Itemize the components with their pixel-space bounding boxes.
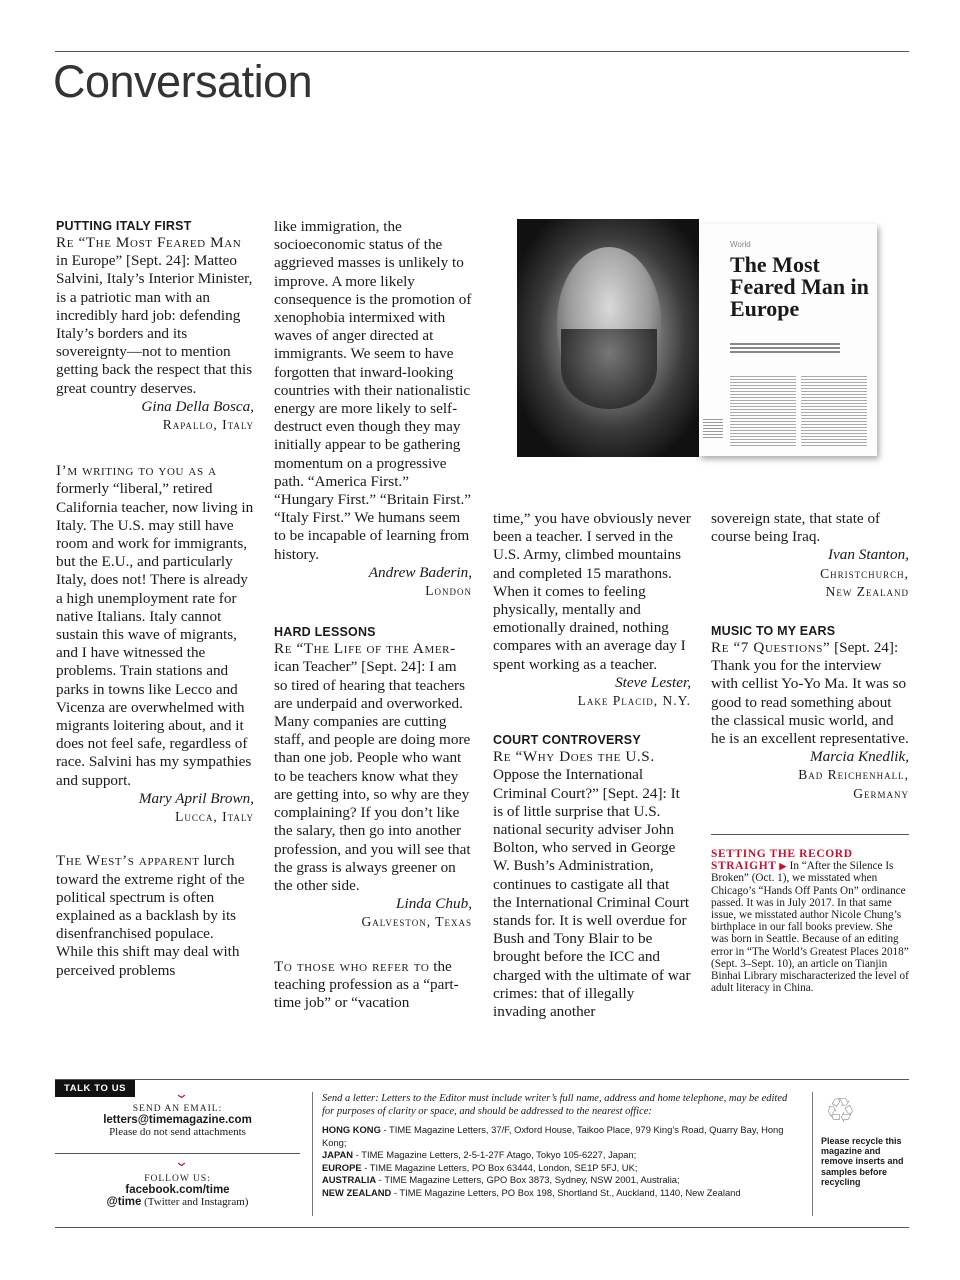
talk-to-us-tag: TALK TO US	[55, 1080, 135, 1097]
letter-location: Christchurch,	[820, 565, 909, 581]
twitter-link[interactable]: @time	[106, 1196, 142, 1208]
letter-lead: I’m writing to you as a	[56, 462, 217, 480]
letter-location: Bad Reichenhall,	[798, 767, 909, 783]
letter-lead: The West’s apparent	[56, 852, 200, 870]
correction-body: In “After the Silence Is Broken” (Oct. 1), we misstated when Chicago’s “Hands Off Pants On” ordinance passed. It was in July 2017. In that same issue, we misstated author Nicole Chung’s birthplace in our fall books preview. She was born in Seattle. Because of an editing error in “The World’s Greatest Places 2018” (Sept. 3–Sept. 10), an article on Tianjin Binhai Library mischaracterized the level of adult literacy in China.	[711, 860, 909, 995]
letter-body: like immigration, the socioeconomic status of the aggrieved masses is unlikely to improve. A more likely consequence is the promotion of xenophobia intermixed with waves of anger directed at immigrants. We seem to have forgotten that inward-looking countries with their nationalistic energy are more likely to self-destruct even though they may initially appear to be gathering momentum on a progressive path. “America First.” “Hungary First.” “Britain First.” “Italy First.” We humans seem to be incapable of learning from history.	[274, 218, 472, 563]
arrow-right-icon: ▶	[779, 861, 787, 872]
follow-label: FOLLOW US:	[144, 1174, 211, 1184]
letter-heading: COURT CONTROVERSY	[493, 733, 641, 748]
facebook-link[interactable]: facebook.com/time	[125, 1184, 230, 1196]
letter-body: I’m writing to you as a formerly “liberal,” retired California teacher, now living in Italy. The U.S. may still have room and work for immigrants, but the E.U., and particularly Italy, does not! There is already a high unemployment rate for native Italians. Italy cannot sustain this wave of migrants, and I have witnessed the problems. Train stations and parks in towns like Lecco and Vicenza are overwhelmed with migrants loitering about, and it does not feel safe, regardless of race. Salvini has my sympathies and support.	[56, 462, 254, 789]
email-block	[55, 1104, 300, 1138]
letter-heading: HARD LESSONS	[274, 625, 376, 640]
column-1	[56, 218, 254, 980]
page-text-lines	[801, 376, 867, 446]
office-address: HONG KONG - TIME Magazine Letters, 37/F, Oxford House, Taikoo Place, 979 King’s Road, Quarry Bay, Hong Kong;	[322, 1124, 784, 1148]
office-address: EUROPE - TIME Magazine Letters, PO Box 63444, London, SE1P 5FJ, UK;	[322, 1161, 638, 1173]
office-address: NEW ZEALAND - TIME Magazine Letters, PO Box 198, Shortland St., Auckland, 1140, New Zealand	[322, 1186, 741, 1198]
letter-author: Gina Della Bosca,	[141, 397, 254, 415]
chevron-down-icon: ⌄	[173, 1087, 190, 1102]
letter-body: Re “The Most Feared Man in Europe” [Sept. 24]: Matteo Salvini, Italy’s Interior Minister, is a patriotic man with an incredibly hard job: defending Italy’s borders and its sovereignty—not to mention getting back the respect that this great country deserves.	[56, 234, 253, 397]
page-caption-lines	[703, 419, 723, 439]
recycle-text: Please recycle this magazine and remove inserts and samples before recycling	[821, 1136, 904, 1187]
correction-label: SETTING THE RECORD STRAIGHT	[711, 848, 853, 873]
portrait-photo	[517, 219, 699, 457]
correction-rule	[711, 834, 909, 835]
letter-heading: PUTTING ITALY FIRST	[56, 219, 192, 233]
section-title: Conversation	[53, 56, 313, 107]
column-3	[493, 510, 691, 1021]
top-rule	[55, 51, 909, 52]
recycle-notice	[821, 1092, 909, 1187]
talk-to-us-footer	[55, 1080, 909, 1220]
letter-location: Lucca, Italy	[175, 809, 254, 825]
office-address: JAPAN - TIME Magazine Letters, 2-5-1-27F Atago, Tokyo 105-6227, Japan;	[322, 1149, 637, 1161]
page-kicker: World	[730, 240, 751, 249]
letter-location: Galveston, Texas	[361, 914, 472, 930]
page-title: The Most Feared Man in Europe	[730, 252, 869, 321]
letter-author: Linda Chub,	[396, 895, 472, 913]
twitter-line: @time (Twitter and Instagram)	[106, 1196, 249, 1208]
letter-instructions: Send a letter: Letters to the Editor must include writer’s full name, address and home telephone, may be edited for purposes of clarity or space, and should be addressed to the nearest office:	[322, 1093, 788, 1117]
letter-lead: Re “Why Does the U.S.	[493, 748, 655, 766]
letter-body: The West’s apparent lurch toward the extreme right of the political spectrum is often explained as a backlash by its disenfranchised populace. While this shift may deal with perceived problems	[56, 852, 245, 979]
letter-author: Marcia Knedlik,	[810, 748, 909, 766]
footer-vertical-divider	[312, 1092, 313, 1216]
letter-body: sovereign state, that state of course being Iraq.	[711, 510, 881, 546]
letter-body: Re “Why Does the U.S. Oppose the International Criminal Court?” [Sept. 24]: It is of little surprise that U.S. national security adviser John Bolton, who served in George W. Bush’s Administration, continues to castigate all that the International Criminal Court stands for. It is well overdue for Bush and Tony Blair to be brought before the ICC and charged with the ultimate of war crimes: that of illegally invading another	[493, 748, 691, 1021]
letter-author: Ivan Stanton,	[828, 546, 909, 564]
footer-divider	[55, 1153, 300, 1154]
letter-body: To those who refer to the teaching profession as a “part-time job” or “vacation	[274, 957, 459, 1011]
setting-record-straight	[711, 848, 909, 994]
email-link[interactable]: letters@timemagazine.com	[103, 1114, 252, 1126]
page-dek-lines	[730, 343, 840, 355]
magazine-page-thumbnail	[699, 224, 877, 456]
mail-addresses	[322, 1092, 800, 1200]
footer-vertical-divider	[812, 1092, 813, 1216]
chevron-down-icon: ⌄	[173, 1155, 190, 1170]
letter-body: time,” you have obviously never been a teacher. I served in the U.S. Army, climbed mountains and completed 15 marathons. When it comes to feeling physically, mentally and emotionally drained, nothing compares with an average day I spent working as a teacher.	[493, 510, 691, 673]
letter-location: London	[425, 583, 472, 599]
letter-heading: MUSIC TO MY EARS	[711, 624, 836, 639]
letter-author: Steve Lester,	[615, 673, 691, 691]
letter-location: Germany	[853, 785, 909, 801]
letter-body: Re “7 Questions” [Sept. 24]: Thank you for the interview with cellist Yo-Yo Ma. It was so good to read something about the classical music world, and he is an excellent representative.	[711, 639, 909, 748]
letter-lead: To those who refer to	[274, 957, 430, 975]
office-address: AUSTRALIA - TIME Magazine Letters, GPO Box 3873, Sydney, NSW 2001, Australia;	[322, 1174, 680, 1186]
column-4	[711, 510, 909, 803]
social-block	[55, 1174, 300, 1208]
letter-lead: Re “The Life of the Amer-	[274, 640, 456, 658]
letter-lead: Re “7 Questions”	[711, 639, 831, 657]
letter-author: Andrew Baderin,	[368, 563, 472, 581]
bottom-rule	[55, 1227, 909, 1228]
letter-location: Rapallo, Italy	[162, 417, 254, 433]
recycle-icon: ♲	[825, 1091, 856, 1131]
page-text-lines	[730, 376, 796, 446]
column-2	[274, 218, 472, 1012]
letter-body: Re “The Life of the Amer- ican Teacher” [Sept. 24]: I am so tired of hearing that teachers are underpaid and overworked. Many companies are cutting staff, and people are doing more than one job. People who want to be teachers know what they are getting into, so why are they complaining? If you don’t like the salary, then go into another profession, and you will see that the grass is always greener on the other side.	[274, 640, 471, 894]
letter-location: New Zealand	[825, 583, 909, 599]
letter-location: Lake Placid, N.Y.	[577, 693, 691, 709]
letter-lead: Re “The Most Feared Man	[56, 234, 242, 251]
email-note: Please do not send attachments	[109, 1126, 246, 1138]
beard-shape	[561, 329, 657, 409]
letter-author: Mary April Brown,	[138, 789, 254, 807]
email-label: SEND AN EMAIL:	[132, 1104, 223, 1114]
